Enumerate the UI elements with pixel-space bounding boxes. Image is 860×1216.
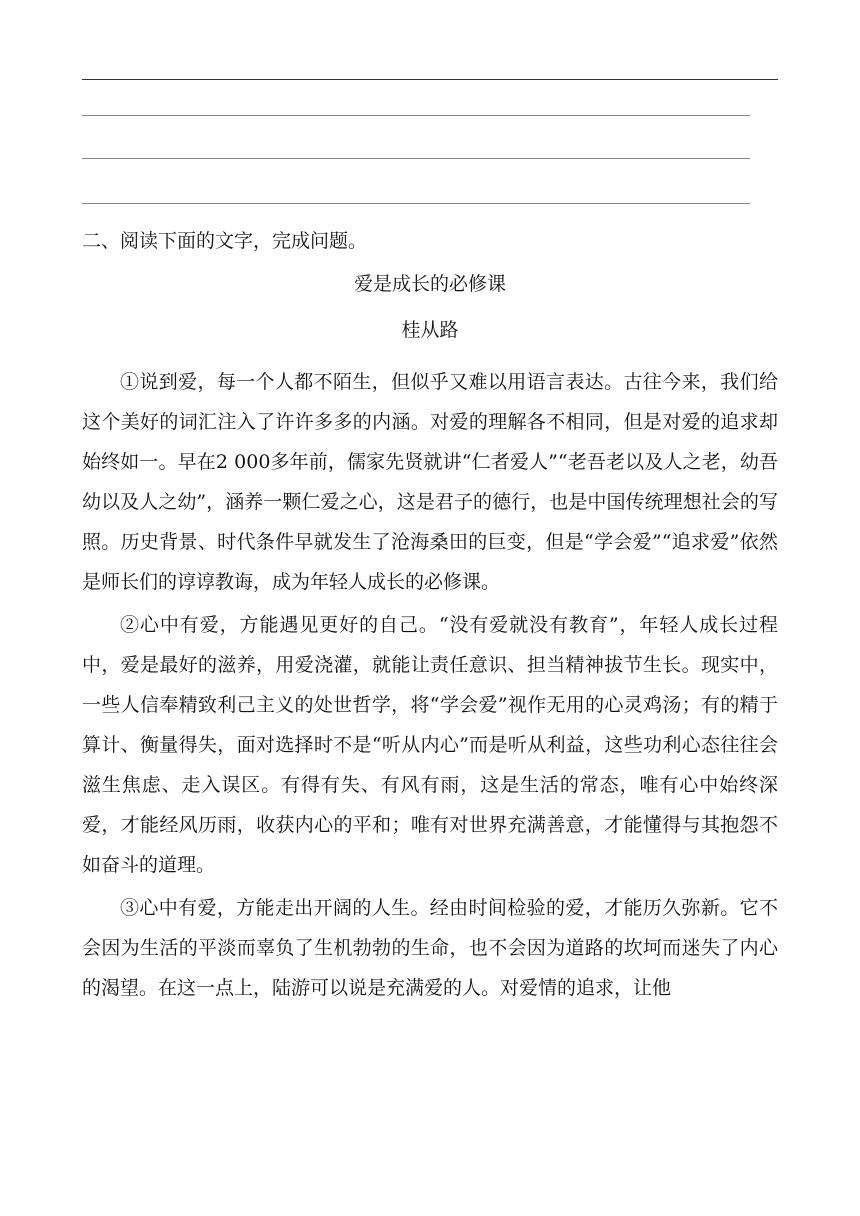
article-author: 桂从路 (401, 319, 459, 341)
article-title: 爱是成长的必修课 (353, 273, 506, 295)
answer-line (82, 115, 750, 116)
answer-line (82, 79, 778, 80)
article-paragraph: ③心中有爱，方能走出开阔的人生。经由时间检验的爱，才能历久弥新。它不会因为生活的平淡而辜负了生机勃勃的生命，也不会因为道路的坎坷而迷失了内心的渴望。在这一点上，陆游可以说是充满爱的人。对爱情的追求，让他 (82, 897, 778, 999)
article-paragraph: ①说到爱，每一个人都不陌生，但似乎又难以用语言表达。古往今来，我们给这个美好的词汇注入了许许多多的内涵。对爱的理解各不相同，但是对爱的追求却始终如一。早在2 000多年前，儒家先贤就讲“仁者爱人”“老吾老以及人之老，幼吾幼以及人之幼”，涵养一颗仁爱之心，这是君子的德行，也是中国传统理想社会的写照。历史背景、时代条件早就发生了沧海桑田的巨变，但是“学会爱”“追求爱”依然是师长们的谆谆教诲，成为年轻人成长的必修课。 (82, 371, 778, 593)
question-heading: 二、阅读下面的文字，完成问题。 (82, 230, 368, 252)
answer-line (82, 158, 750, 159)
answer-line (82, 203, 750, 204)
article-paragraph: ②心中有爱，方能遇见更好的自己。“没有爱就没有教育”，年轻人成长过程中，爱是最好的滋养，用爱浇灌，就能让责任意识、担当精神拔节生长。现实中，一些人信奉精致利己主义的处世哲学，将“学会爱”视作无用的心灵鸡汤；有的精于算计、衡量得失，面对选择时不是“听从内心”而是听从利益，这些功利心态往往会滋生焦虑、走入误区。有得有失、有风有雨，这是生活的常态，唯有心中始终深爱，才能经风历雨，收获内心的平和；唯有对世界充满善意，才能懂得与其抱怨不如奋斗的道理。 (82, 614, 778, 876)
article-body (82, 362, 778, 1008)
